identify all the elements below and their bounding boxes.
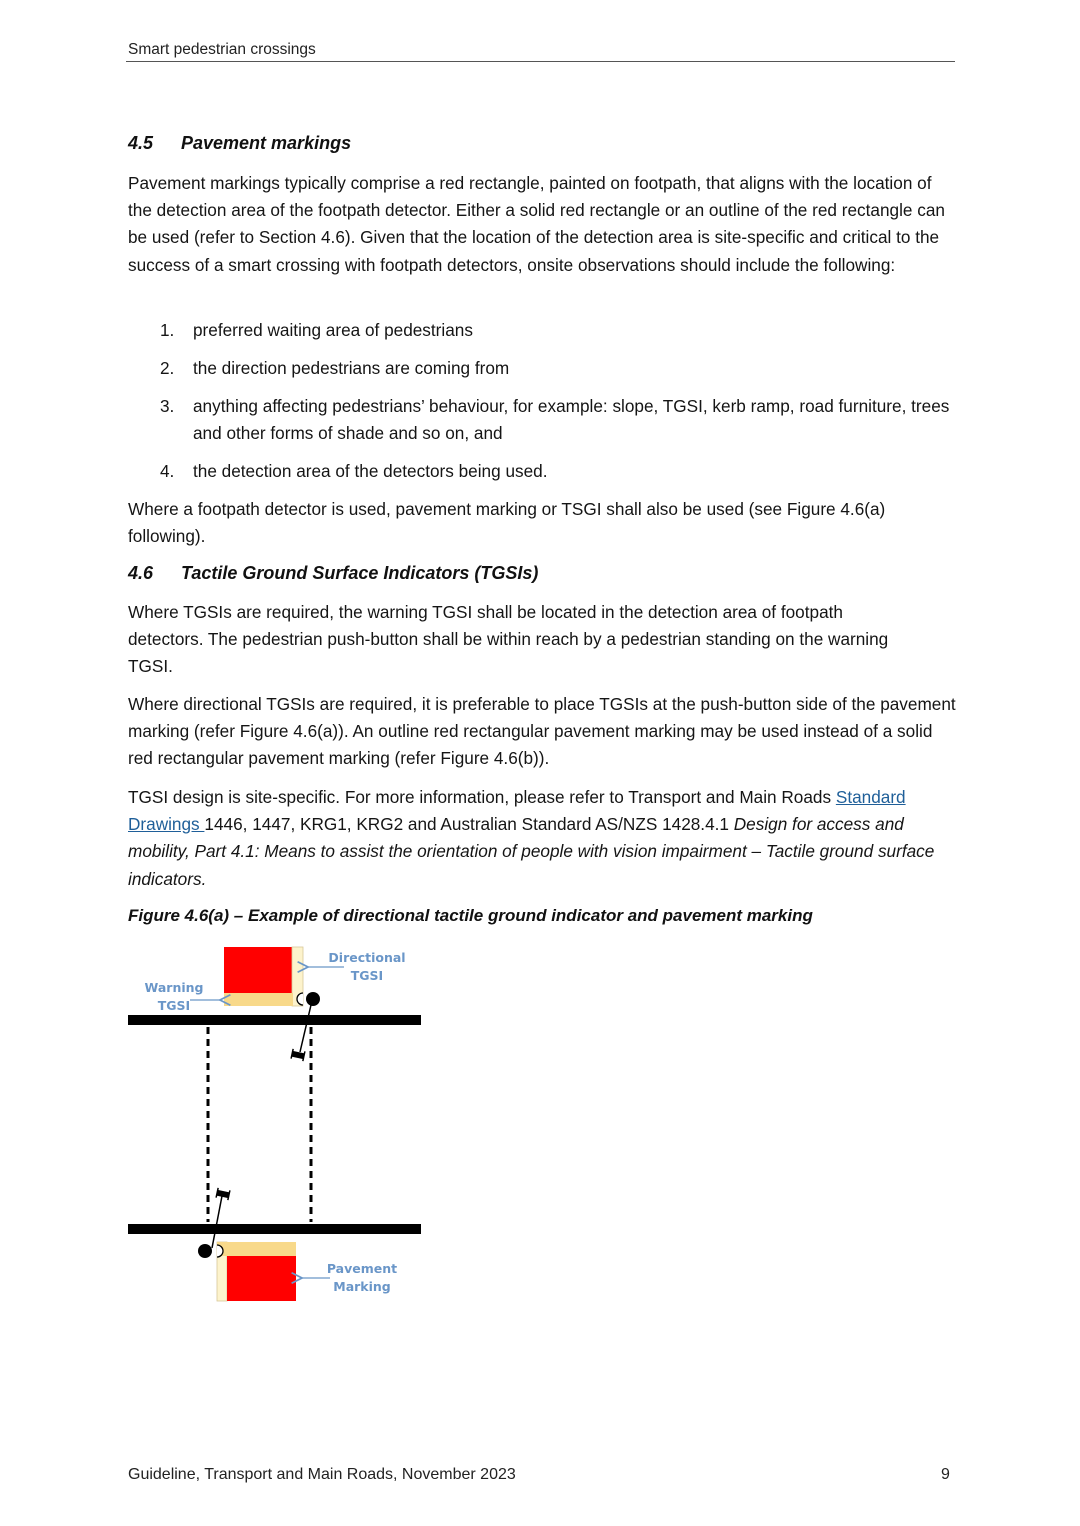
list-number: 4. [160,461,175,481]
warning-tgsi-top [224,993,293,1006]
warning-tgsi-bottom [217,1242,296,1256]
label-line: TGSI [350,968,384,983]
label-line: TGSI [157,998,191,1013]
detector-head-bottom [216,1188,230,1200]
pavement-marking-top [224,947,293,993]
kerb-line-bottom [128,1224,421,1234]
push-button-post-top [306,992,320,1006]
label-warning-tgsi [140,979,208,1015]
list-number: 1. [160,320,175,340]
detector-arm-top [300,1005,311,1052]
section-title: Tactile Ground Surface Indicators (TGSIs) [181,563,539,583]
figure-caption: Figure 4.6(a) – Example of directional tactile ground indicator and pavement marking [128,906,813,925]
section-number: 4.5 [128,133,154,153]
label-line: Warning [144,980,204,995]
paragraph-intro: Pavement markings typically comprise a red rectangle, painted on footpath, that aligns with the location of the detection area of the footpath detector. Either a solid red rectangle or an outline of the red rectangle can be used (refer to Section 4.6). Given that the location of the detection area is site-specific and critical to the success of a smart crossing with footpath detectors, onsite observations should include the following: [128,173,945,275]
list-text: the direction pedestrians are coming from [193,358,510,378]
label-line: Directional [328,950,406,965]
list-text: anything affecting pedestrians’ behaviour, for example: slope, TGSI, kerb ramp, road furniture, trees and other forms of shade and so on, and [193,396,950,444]
standard-drawings-link[interactable]: Standard Drawings [128,787,906,835]
paragraph-closing: Where a footpath detector is used, pavement marking or TSGI shall also be used (see Figure 4.6(a) following). [128,499,886,547]
footer-text: Guideline, Transport and Main Roads, November 2023 [128,1466,516,1483]
kerb-line-top [128,1015,421,1025]
paragraph-tgsi-1: Where TGSIs are required, the warning TGSI shall be located in the detection area of footpath detectors. The pedestrian push-button shall be within reach by a pedestrian standing on the warning TGSI. [128,602,889,677]
text: 1446, 1447, KRG1, KRG2 and Australian Standard AS/NZS 1428.4.1 [204,814,734,835]
push-button-post-bottom [198,1244,212,1258]
running-header: Smart pedestrian crossings [128,41,316,58]
detector-head-top [291,1049,305,1061]
section-title: Pavement markings [181,133,352,153]
push-button-face-bottom [217,1245,223,1257]
label-line: Pavement [326,1261,398,1276]
detector-arm-bottom [212,1196,222,1248]
label-directional-tgsi [328,949,406,985]
page-number: 9 [941,1466,950,1483]
list-text: the detection area of the detectors being used. [193,461,548,481]
list-number: 2. [160,358,175,378]
paragraph-tgsi-2: Where directional TGSIs are required, it is preferable to place TGSIs at the push-button side of the pavement marking (refer Figure 4.6(a)). An outline red rectangular pavement marking may be used instead of a solid red rectangular pavement marking (refer Figure 4.6(b)). [128,694,956,769]
text: TGSI design is site-specific. For more information, please refer to Transport and Main Roads [128,787,836,807]
list-number: 3. [160,396,175,416]
label-line: Marking [333,1279,391,1294]
text: . [201,868,207,889]
list-text: preferred waiting area of pedestrians [193,320,473,340]
section-number: 4.6 [128,563,154,583]
label-pavement-marking [326,1260,398,1296]
push-button-face-top [297,993,303,1005]
pavement-marking-bottom [227,1256,296,1301]
standard-title: Design for access and mobility, Part 4.1: Means to assist the orientation of people with vision impairment – Tactile ground surface indicators [128,814,935,889]
